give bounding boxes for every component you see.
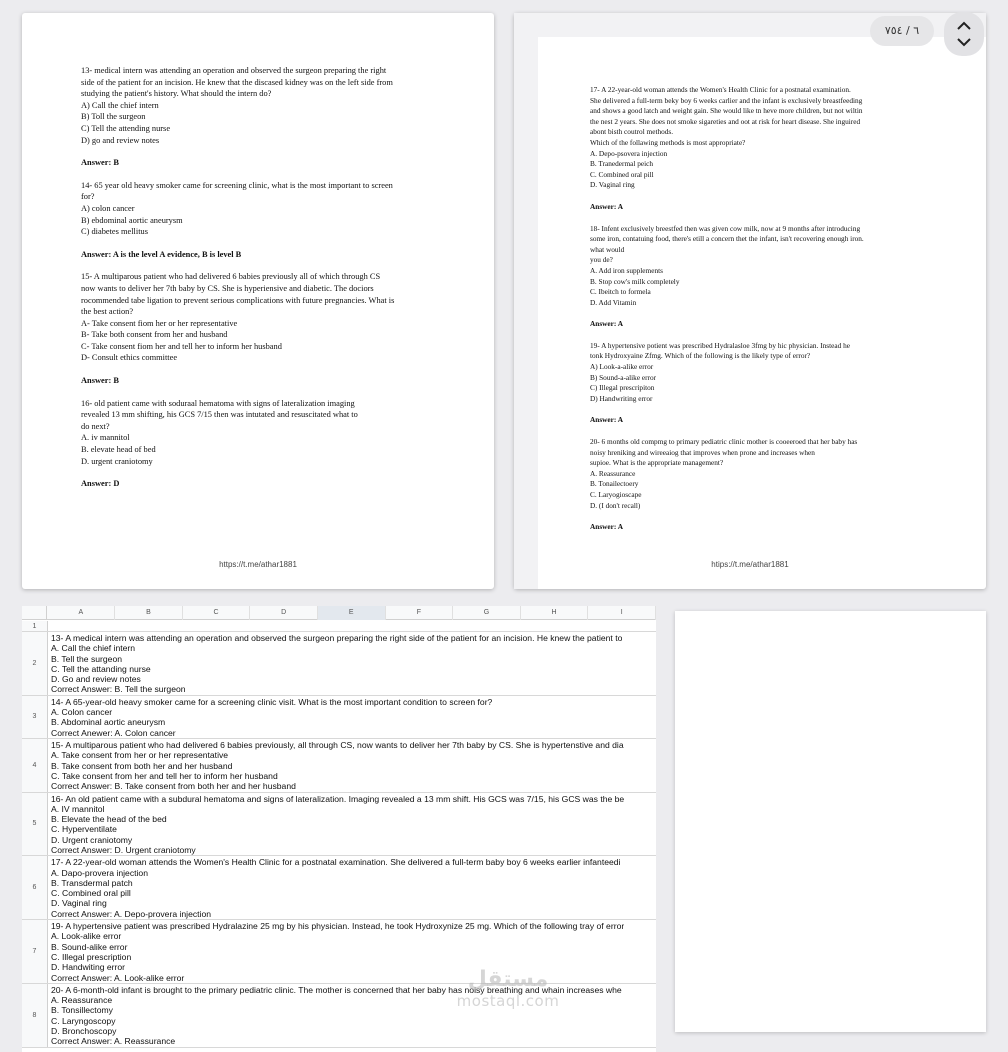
question-line: B) ebdominal aortic aneurysm — [81, 215, 183, 225]
question-line: A. Reassurance — [590, 468, 636, 478]
chevron-up-icon[interactable] — [956, 21, 972, 31]
page-counter: ٦ / ٧٥٤ — [870, 16, 934, 46]
question-line: B. Tranedermal peich — [590, 159, 654, 169]
question-line: rocommended tabe ligation to prevent serious complications with future pregnancies. What is — [81, 295, 395, 305]
question-line: B. elevate head of bed — [81, 445, 156, 455]
question-line: do next? — [81, 421, 110, 431]
cell-line: B. Tell the surgeon — [51, 653, 123, 664]
question-stem: 13- medical intern was attending an operation and observed the surgeon preparing the right — [81, 66, 387, 75]
cell-line: A. Call the chief intern — [51, 643, 136, 654]
table-row[interactable] — [22, 696, 656, 739]
question-block — [81, 398, 453, 468]
cell-a[interactable] — [48, 696, 492, 738]
viewer-side-strip — [514, 13, 538, 589]
question-line: D. (I don't recall) — [590, 500, 641, 510]
cell-line: C. Hyperventilate — [51, 824, 117, 835]
cell-line: Correct Answer: B. Take consent from both her and her husband — [51, 781, 296, 792]
question-line: what would — [590, 244, 625, 254]
blank-page — [675, 611, 986, 1032]
cell-line: D. Vaginal ring — [51, 898, 107, 909]
cell-a[interactable] — [48, 793, 624, 856]
question-block — [590, 341, 920, 405]
cell-line: D. Handwiting error — [51, 962, 126, 973]
cell-line: B. Sound-alike error — [51, 941, 128, 952]
question-line: B) Toll the surgeon — [81, 112, 146, 122]
column-header-i[interactable]: I — [588, 606, 656, 620]
left-page-questions — [81, 65, 453, 501]
question-line: C. Laryogioscape — [590, 490, 642, 499]
cell-line: A. Take consent from her or her representative — [51, 750, 229, 761]
answer-line: Answer: B — [81, 376, 119, 386]
row-number[interactable]: 6 — [22, 856, 48, 919]
select-all-corner[interactable] — [22, 606, 47, 620]
question-block — [590, 437, 920, 511]
table-row[interactable] — [22, 632, 656, 696]
question-line: side of the patient for an incision. He knew that the discased kidney was on the left side from — [81, 77, 393, 87]
question-line: D. Add Vitamin — [590, 297, 637, 307]
question-line: the nest 2 years. She does not smoke sigareties and oot at risk for heart disease. She inguired — [590, 116, 861, 126]
column-header-g[interactable]: G — [453, 606, 521, 620]
row-number[interactable]: 1 — [22, 621, 48, 631]
question-line: D. Vaginal ring — [590, 180, 635, 190]
question-line: A. Add iron supplements — [590, 265, 663, 275]
cell-line: 17- A 22-year-old woman attends the Women's Health Clinic for a postnatal examination. She delivered a full-term baby boy 6 weeks earlier infanteedi — [51, 857, 621, 868]
cell-line: A. Look-alike error — [51, 931, 122, 942]
row-number[interactable]: 2 — [22, 632, 48, 695]
right-page-footer-link[interactable]: htips://t.me/athar1881 — [711, 560, 789, 569]
cell-line: D. Go and review notes — [51, 674, 141, 685]
column-header-d[interactable]: D — [250, 606, 318, 620]
question-stem: 19- A hypertensive potient was prescribed Hydralasloe 3fmg by hic physician. Instead he — [590, 340, 850, 350]
question-line: revealed 13 mm shifting, his GCS 7/15 then was intutated and resuscitated what to — [81, 410, 358, 420]
answer-line: Answer: A — [590, 319, 624, 329]
cell-line: B. Take consent from both her and her husband — [51, 760, 233, 771]
document-page-right — [514, 13, 986, 589]
cell-line: 14- A 65-year-old heavy smoker came for a screening clinic visit. What is the most important condition to screen for? — [51, 696, 493, 707]
question-line: some iron, contatuing food, there's etill a concern thet the infant, isn't recovering enough iron. — [590, 234, 864, 244]
question-stem: 16- old patient came with soduraal hematoma with signs of lateralization imaging — [81, 398, 355, 408]
row-number[interactable]: 4 — [22, 739, 48, 792]
question-line: B- Take both consent from her and husband — [81, 330, 228, 340]
question-line: C- Take consent fiom her and tell her to inform her husband — [81, 341, 282, 351]
cell-line: Correct Anewer: A. Colon cancer — [51, 727, 176, 738]
answer-line: Answer: A is the level A evidence, B is level B — [81, 249, 242, 259]
watermark-arabic: مستقل — [467, 967, 549, 992]
question-line: D. urgent craniotomy — [81, 456, 153, 466]
cell-line: A. Dapo-provera injection — [51, 867, 148, 878]
question-block — [81, 271, 453, 364]
cell-line: D. Urgent craniotomy — [51, 834, 133, 845]
question-line: She delivered a full-term beky boy 6 weeks carlier and the infant is exclusively breastfeeding — [590, 95, 863, 105]
row-number[interactable]: 8 — [22, 984, 48, 1047]
question-line: you de? — [590, 255, 613, 265]
column-header-a[interactable]: A — [47, 606, 115, 620]
cell-line: A. Reassurance — [51, 995, 113, 1006]
column-header-b[interactable]: B — [115, 606, 183, 620]
question-line: abont bisth coutrol methods. — [590, 127, 674, 137]
cell-line: D. Bronchoscopy — [51, 1026, 117, 1037]
cell-line: Correct Answer: A. Reassurance — [51, 1036, 176, 1047]
cell-line: Correct Answer: A. Look-alike error — [51, 972, 185, 983]
answer-line: Answer: B — [81, 158, 119, 168]
question-line: C. Ibeitch to formela — [590, 287, 651, 297]
cell-line: 20- A 6-month-old infant is brought to the primary pediatric clinic. The mother is concerned that her baby has noisy breathing and whain increases whe — [51, 984, 622, 995]
cell-line: 19- A hypertensive patient was prescribed Hydralazine 25 mg by his physician. Instead, he took Hydroxynize 25 mg. Which of the following tray of error — [51, 921, 625, 932]
question-line: D- Consult ethics committee — [81, 353, 178, 363]
question-line: D) Handwriting error — [590, 393, 653, 403]
question-line: D) go and review notes — [81, 135, 160, 145]
cell-a[interactable] — [48, 621, 51, 631]
cell-line: A. Colon cancer — [51, 707, 113, 718]
question-block — [590, 224, 920, 309]
cell-a[interactable] — [48, 632, 622, 695]
cell-line: 13- A medical intern was attending an operation and observed the surgeon preparing the right side of the patient for an incision. He knew the patient to — [51, 633, 623, 643]
question-line: B. Tonailectoery — [590, 479, 639, 489]
question-line: for? — [81, 192, 95, 202]
question-line: and shows a good latch and weight gain. She would like tn heve more children, but not wiltin — [590, 106, 863, 116]
cell-a[interactable] — [48, 739, 624, 792]
cell-line: A. IV mannitol — [51, 803, 105, 814]
cell-line: C. Laryngoscopy — [51, 1015, 116, 1026]
question-line: studying the patient's history. What should the intern do? — [81, 89, 272, 99]
left-page-footer-link[interactable]: https://t.me/athar1881 — [219, 560, 297, 569]
cell-line: C. Tell the attanding nurse — [51, 663, 151, 674]
answer-line: Answer: A — [590, 201, 624, 211]
column-header-row — [22, 606, 656, 620]
cell-line: B. Abdominal aortic aneurysm — [51, 717, 166, 728]
cell-line: Correct Answer: A. Depo-provera injection — [51, 908, 212, 919]
answer-line: Answer: A — [590, 415, 624, 425]
question-stem: 15- A multiparous patient who had delivered 6 babies previously all of which through CS — [81, 272, 381, 282]
table-row[interactable] — [22, 793, 656, 857]
question-line: supioe. What is the appropriate management? — [590, 458, 724, 468]
right-page-questions — [590, 85, 920, 544]
question-line: B. Stop cow's milk completely — [590, 276, 680, 286]
cell-line: C. Illegal prescription — [51, 951, 132, 962]
document-page-left — [22, 13, 494, 589]
cell-line: B. Transdermal patch — [51, 877, 133, 888]
cell-line: Correct Answer: D. Urgent craniotomy — [51, 844, 196, 855]
question-block — [81, 180, 453, 238]
table-row[interactable] — [22, 856, 656, 920]
question-stem: 14- 65 year old heavy smoker came for screening clinic, what is the most important to screen — [81, 180, 393, 190]
question-line: C) Illegal prescripiton — [590, 383, 655, 393]
question-line: Which of the follawing methods is most appropriate? — [590, 137, 746, 147]
question-line: B) Sound-a-alike error — [590, 372, 657, 382]
column-header-f[interactable]: F — [386, 606, 454, 620]
question-block — [81, 65, 453, 146]
cell-line: C. Combined oral pill — [51, 888, 131, 899]
question-line: A) Call the chief intern — [81, 100, 159, 110]
question-stem: 20- 6 months old compmg to primary pediatric clinic mother is cooeeroed that her baby has — [590, 437, 858, 447]
question-line: A. iv mannitol — [81, 433, 130, 443]
watermark-latin: mostaql.com — [456, 992, 560, 1010]
cell-line: B. Elevate the head of the bed — [51, 814, 167, 825]
watermark — [438, 968, 578, 1010]
question-line: noisy hreniking and wireeaiog that improves when prone and increases when — [590, 447, 815, 457]
question-line: C) diabetes mellitus — [81, 227, 148, 237]
cell-line: 16- An old patient came with a subdural hematoma and signs of lateralization. Imaging revealed a 13 mm shift. His GCS was 7/15, his GCS was the be — [51, 793, 625, 804]
cell-line: 15- A multiparous patient who had delivered 6 babies previously, all through CS, now wants to deliver her 7th baby by CS. She is hypertenstive and dia — [51, 740, 624, 750]
row-number[interactable]: 7 — [22, 920, 48, 983]
cell-a[interactable] — [48, 856, 620, 919]
question-line: now wants to deliver her 7th baby by CS. She is hyperiensive and diabetic. The dociors — [81, 283, 374, 293]
question-line: C) Tell the attending nurse — [81, 123, 171, 133]
column-header-h[interactable]: H — [521, 606, 589, 620]
cell-line: Correct Answer: B. Tell the surgeon — [51, 684, 186, 695]
question-stem: 17- A 22-year-old woman attends the Women's Health Clinic for a postnatal examination. — [590, 85, 851, 94]
question-line: A. Depo-psovera injection — [590, 148, 668, 158]
row-number[interactable]: 3 — [22, 696, 48, 738]
answer-line: Answer: A — [590, 522, 624, 532]
row-number[interactable]: 5 — [22, 793, 48, 856]
question-line: A) colon cancer — [81, 203, 135, 213]
question-line: the best action? — [81, 307, 134, 317]
question-line: A) Look-a-alike error — [590, 362, 654, 372]
question-line: tonk Hydroxyaine Zfmg. Which of the following is the likely type of error? — [590, 351, 811, 361]
cell-line: B. Tonsillectomy — [51, 1005, 113, 1016]
column-header-c[interactable]: C — [183, 606, 251, 620]
question-line: C. Combined oral pill — [590, 169, 654, 179]
table-row[interactable] — [22, 739, 656, 793]
cell-line: C. Take consent from her and tell her to inform her husband — [51, 770, 278, 781]
answer-line: Answer: D — [81, 479, 120, 489]
chevron-down-icon[interactable] — [956, 37, 972, 47]
question-stem: 18- Infent exclusively breestfed then was given cow milk, now at 9 months after introducing — [590, 223, 861, 233]
question-block — [590, 85, 920, 191]
page-nav-buttons[interactable] — [944, 12, 984, 56]
question-line: A- Take consent fiom her or her representative — [81, 318, 238, 328]
column-header-e[interactable]: E — [318, 606, 386, 620]
table-row[interactable] — [22, 621, 656, 632]
